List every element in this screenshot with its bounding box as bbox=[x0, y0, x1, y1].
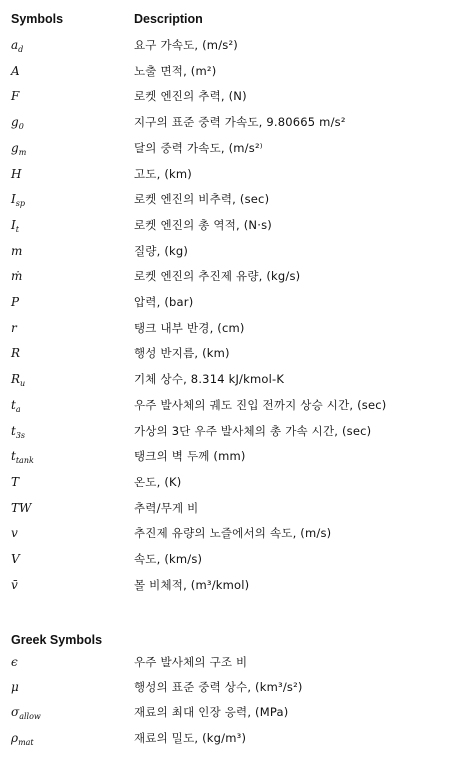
symbol-row bbox=[0, 421, 461, 441]
symbol-subscript: 0 bbox=[18, 122, 24, 132]
symbol bbox=[11, 523, 18, 543]
symbol-description: 속도, (km/s) bbox=[134, 552, 203, 566]
symbol-row bbox=[0, 549, 461, 569]
symbol bbox=[11, 138, 26, 163]
symbol bbox=[11, 472, 19, 492]
symbol bbox=[11, 421, 25, 446]
symbol bbox=[11, 369, 25, 394]
symbol-description: 로켓 엔진의 총 역적, (N·s) bbox=[134, 217, 272, 232]
symbol-row bbox=[0, 702, 461, 722]
symbol-description: 온도, (K) bbox=[134, 474, 182, 489]
symbol bbox=[11, 112, 24, 137]
symbol-description: 달의 중력 가속도, (m/s²⁾ bbox=[134, 140, 263, 155]
symbol bbox=[11, 395, 21, 420]
symbol-base: I bbox=[11, 192, 16, 207]
symbol-row bbox=[0, 164, 461, 184]
symbol-row bbox=[0, 343, 461, 363]
symbol-row bbox=[0, 472, 461, 492]
description-column-header: Description bbox=[134, 12, 203, 26]
symbol-row bbox=[0, 318, 461, 338]
symbol-base: F bbox=[11, 89, 20, 104]
symbol-base: t bbox=[11, 423, 16, 438]
symbol bbox=[11, 189, 25, 214]
symbol bbox=[11, 446, 34, 471]
symbol-description: 재료의 최대 인장 응력, (MPa) bbox=[134, 705, 289, 720]
symbol-subscript: u bbox=[20, 379, 26, 389]
symbol-subscript: sp bbox=[15, 199, 25, 209]
symbol bbox=[11, 549, 20, 569]
symbol-description: 로켓 엔진의 추진제 유량, (kg/s) bbox=[134, 269, 301, 284]
symbol-description: 고도, (km) bbox=[134, 166, 192, 181]
symbol-subscript: m bbox=[18, 147, 27, 157]
symbol-base: g bbox=[11, 115, 19, 130]
symbol-row bbox=[0, 652, 461, 672]
symbol-row bbox=[0, 677, 461, 697]
symbol-row bbox=[0, 35, 461, 55]
symbol-description: 추진제 유량의 노즐에서의 속도, (m/s) bbox=[134, 526, 332, 541]
symbol-base: V bbox=[11, 552, 20, 566]
symbol-base: r bbox=[11, 320, 17, 335]
symbol-base: a bbox=[11, 38, 19, 52]
symbol bbox=[11, 35, 23, 60]
symbol bbox=[11, 61, 20, 81]
symbol bbox=[11, 343, 20, 363]
symbol bbox=[11, 498, 31, 518]
symbol-description: 기체 상수, 8.314 kJ/kmol-K bbox=[134, 372, 285, 387]
symbol bbox=[11, 728, 34, 753]
symbol-base: ϵ bbox=[11, 655, 18, 669]
symbol-description: 지구의 표준 중력 가속도, 9.80665 m/s² bbox=[134, 115, 346, 130]
symbol-description: 우주 발사체의 구조 비 bbox=[134, 655, 248, 669]
symbols-column-header: Symbols bbox=[11, 12, 64, 26]
symbol-base: t bbox=[11, 449, 16, 464]
symbol bbox=[11, 292, 19, 312]
symbol-row bbox=[0, 395, 461, 415]
symbol-row bbox=[0, 138, 461, 158]
symbol-base: H bbox=[11, 166, 22, 181]
symbol-subscript: 3s bbox=[15, 430, 26, 440]
symbol bbox=[11, 266, 22, 286]
symbol-base: A bbox=[11, 63, 20, 78]
symbol-base: T bbox=[11, 474, 20, 489]
greek-symbols-title: Greek Symbols bbox=[11, 633, 103, 647]
symbol bbox=[11, 164, 21, 184]
symbol-row bbox=[0, 241, 461, 261]
symbol-row bbox=[0, 292, 461, 312]
symbol-row bbox=[0, 86, 461, 106]
symbol-description: 질량, (kg) bbox=[134, 243, 189, 258]
symbol-row bbox=[0, 728, 461, 748]
symbol-description: 압력, (bar) bbox=[134, 295, 194, 309]
symbol-subscript: d bbox=[18, 45, 24, 54]
symbol-row bbox=[0, 369, 461, 389]
symbol-row bbox=[0, 498, 461, 518]
symbol-row bbox=[0, 112, 461, 132]
symbol bbox=[11, 318, 17, 338]
symbol-description: 재료의 밀도, (kg/m³) bbox=[134, 730, 247, 745]
symbol-base: v bbox=[11, 526, 18, 541]
symbol-subscript: tank bbox=[15, 456, 34, 466]
symbol-subscript: a bbox=[15, 404, 21, 414]
symbol-description: 행성 반지름, (km) bbox=[134, 346, 230, 361]
symbol bbox=[11, 702, 41, 727]
symbol-description: 탱크 내부 반경, (cm) bbox=[134, 320, 245, 335]
symbol-description: 행성의 표준 중력 상수, (km³/s²) bbox=[134, 680, 303, 695]
symbol-subscript: allow bbox=[19, 712, 41, 722]
symbol-base: ρ bbox=[11, 730, 19, 745]
symbol-row bbox=[0, 523, 461, 543]
table-header bbox=[0, 12, 461, 30]
symbol-base: v̄ bbox=[11, 577, 18, 592]
symbol-row bbox=[0, 215, 461, 235]
symbol-base: P bbox=[11, 295, 20, 309]
symbol-description: 로켓 엔진의 비추력, (sec) bbox=[134, 192, 270, 207]
symbol-description: 몰 비체적, (m³/kmol) bbox=[134, 577, 250, 592]
symbol-description: 가상의 3단 우주 발사체의 총 가속 시간, (sec) bbox=[134, 423, 372, 438]
symbol-description: 로켓 엔진의 추력, (N) bbox=[134, 89, 247, 104]
symbol-base: ṁ bbox=[11, 269, 23, 284]
symbol-base: R bbox=[11, 372, 21, 387]
symbol-base: TW bbox=[11, 500, 32, 515]
symbol-base: μ bbox=[11, 680, 19, 695]
symbol-base: R bbox=[11, 346, 21, 361]
symbol bbox=[11, 677, 19, 697]
symbol-description: 우주 발사체의 궤도 진입 전까지 상승 시간, (sec) bbox=[134, 397, 387, 412]
symbol-base: I bbox=[11, 217, 16, 232]
symbol-description: 탱크의 벽 두께 (mm) bbox=[134, 449, 246, 464]
symbol-subscript: mat bbox=[18, 737, 34, 747]
symbol-subscript: t bbox=[15, 224, 19, 234]
symbol bbox=[11, 86, 19, 106]
symbol-row bbox=[0, 61, 461, 81]
symbol bbox=[11, 652, 18, 672]
symbol-base: σ bbox=[11, 705, 20, 720]
symbol-base: m bbox=[11, 243, 23, 258]
symbol bbox=[11, 241, 22, 261]
symbol-description: 노출 면적, (m²) bbox=[134, 63, 217, 78]
symbol-description: 요구 가속도, (m/s²) bbox=[134, 38, 238, 52]
symbol-base: g bbox=[11, 140, 19, 155]
symbol-description: 추력/무게 비 bbox=[134, 500, 199, 515]
symbol-base: t bbox=[11, 397, 16, 412]
symbol-row bbox=[0, 575, 461, 595]
symbol bbox=[11, 575, 18, 595]
symbol bbox=[11, 215, 19, 240]
symbol-row bbox=[0, 266, 461, 286]
symbol-row bbox=[0, 189, 461, 209]
symbol-row bbox=[0, 446, 461, 466]
